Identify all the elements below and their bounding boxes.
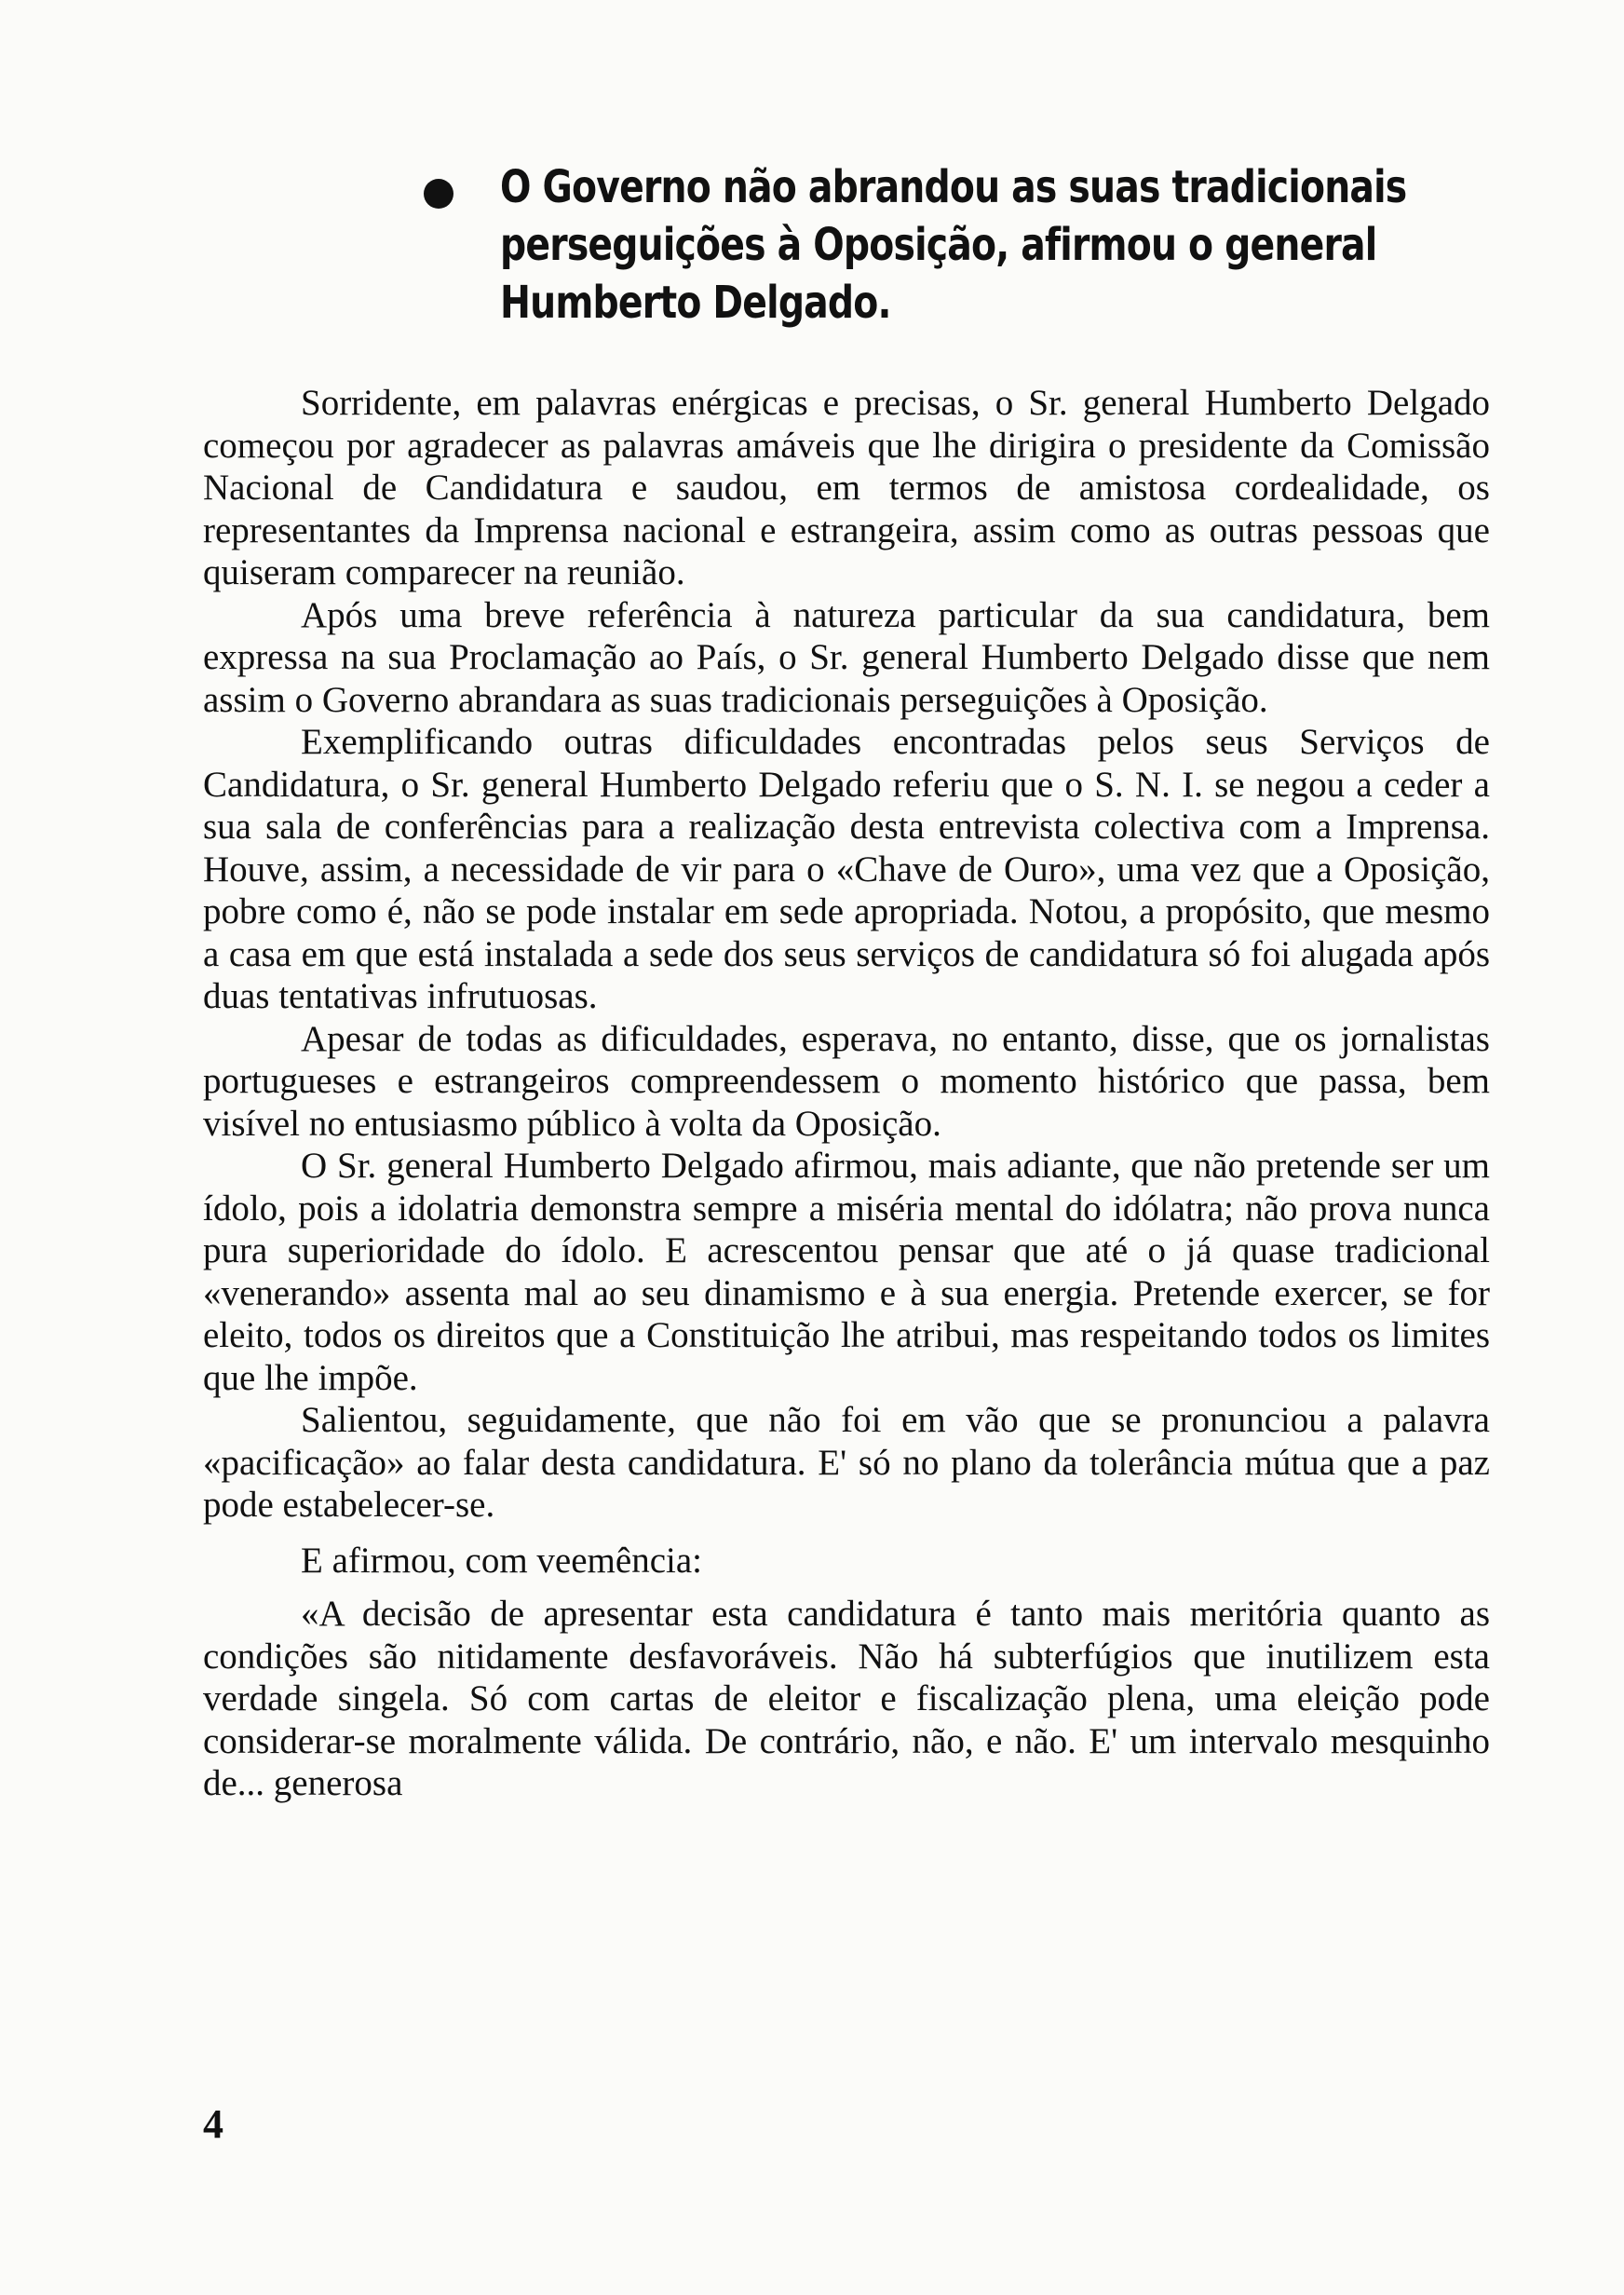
article-body bbox=[203, 382, 1490, 1805]
headline-block bbox=[424, 158, 1495, 332]
paragraph-6: Salientou, seguidamente, que não foi em vão que se pronunciou a palavra «pacificação» ao falar desta candidatura. E' só no plano da tolerância mútua que a paz pode estabelecer-se. bbox=[203, 1400, 1490, 1525]
quote-paragraph: «A decisão de apresentar esta candidatura é tanto mais meritória quanto as condições são nitidamente desfavoráveis. Não há subterfúgios que inutilizem esta verdade singela. Só com cartas de eleitor e fiscalização plena, uma eleição pode considerar-se moralmente válida. De contrário, não, e não. E' um intervalo mesquinho de... generosa bbox=[203, 1594, 1490, 1803]
bullet-icon bbox=[424, 179, 453, 209]
paragraph-1: Sorridente, em palavras enérgicas e precisas, o Sr. general Humberto Delgado começou por agradecer as palavras amáveis que lhe dirigira o presidente da Comissão Nacional de Candidatura e saudou, em termos de amistosa cordealidade, os representantes da Imprensa nacional e estrangeira, assim como as outras pessoas que quiseram comparecer na reunião. bbox=[203, 383, 1490, 592]
paragraph-3: Exemplificando outras dificuldades encontradas pelos seus Serviços de Candidatura, o Sr. general Humberto Delgado referiu que o S. N. I. se negou a ceder a sua sala de conferências para a realização desta entrevista colectiva com a Imprensa. Houve, assim, a necessidade de vir para o «Chave de Ouro», uma vez que a Oposição, pobre como é, não se pode instalar em sede apropriada. Notou, a propósito, que mesmo a casa em que está instalada a sede dos seus serviços de candidatura só foi alugada após duas tentativas infrutuosas. bbox=[203, 722, 1490, 1016]
quote-intro: E afirmou, com veemência: bbox=[301, 1540, 702, 1581]
paragraph-2: Após uma breve referência à natureza particular da sua candidatura, bem expressa na sua Proclamação ao País, o Sr. general Humberto Delgado disse que nem assim o Governo abrandara as suas tradicionais perseguições à Oposição. bbox=[203, 594, 1490, 720]
headline: O Governo não abrandou as suas tradicionais perseguições à Oposição, afirmou o general Humberto Delgado. bbox=[500, 161, 1407, 329]
page-number: 4 bbox=[203, 2101, 223, 2147]
paragraph-5: O Sr. general Humberto Delgado afirmou, mais adiante, que não pretende ser um ídolo, pois a idolatria demonstra sempre a miséria mental do idólatra; não prova nunca pura superioridade do ídolo. E acrescentou pensar que até o já quase tradicional «venerando» assenta mal ao seu dinamismo e à sua energia. Pretende exercer, se for eleito, todos os direitos que a Constituição lhe atribui, mas respeitando todos os limites que lhe impõe. bbox=[203, 1146, 1490, 1398]
paragraph-4: Apesar de todas as dificuldades, esperava, no entanto, disse, que os jornalistas portugueses e estrangeiros compreendessem o momento histórico que passa, bem visível no entusiasmo público à volta da Oposição. bbox=[203, 1018, 1490, 1144]
